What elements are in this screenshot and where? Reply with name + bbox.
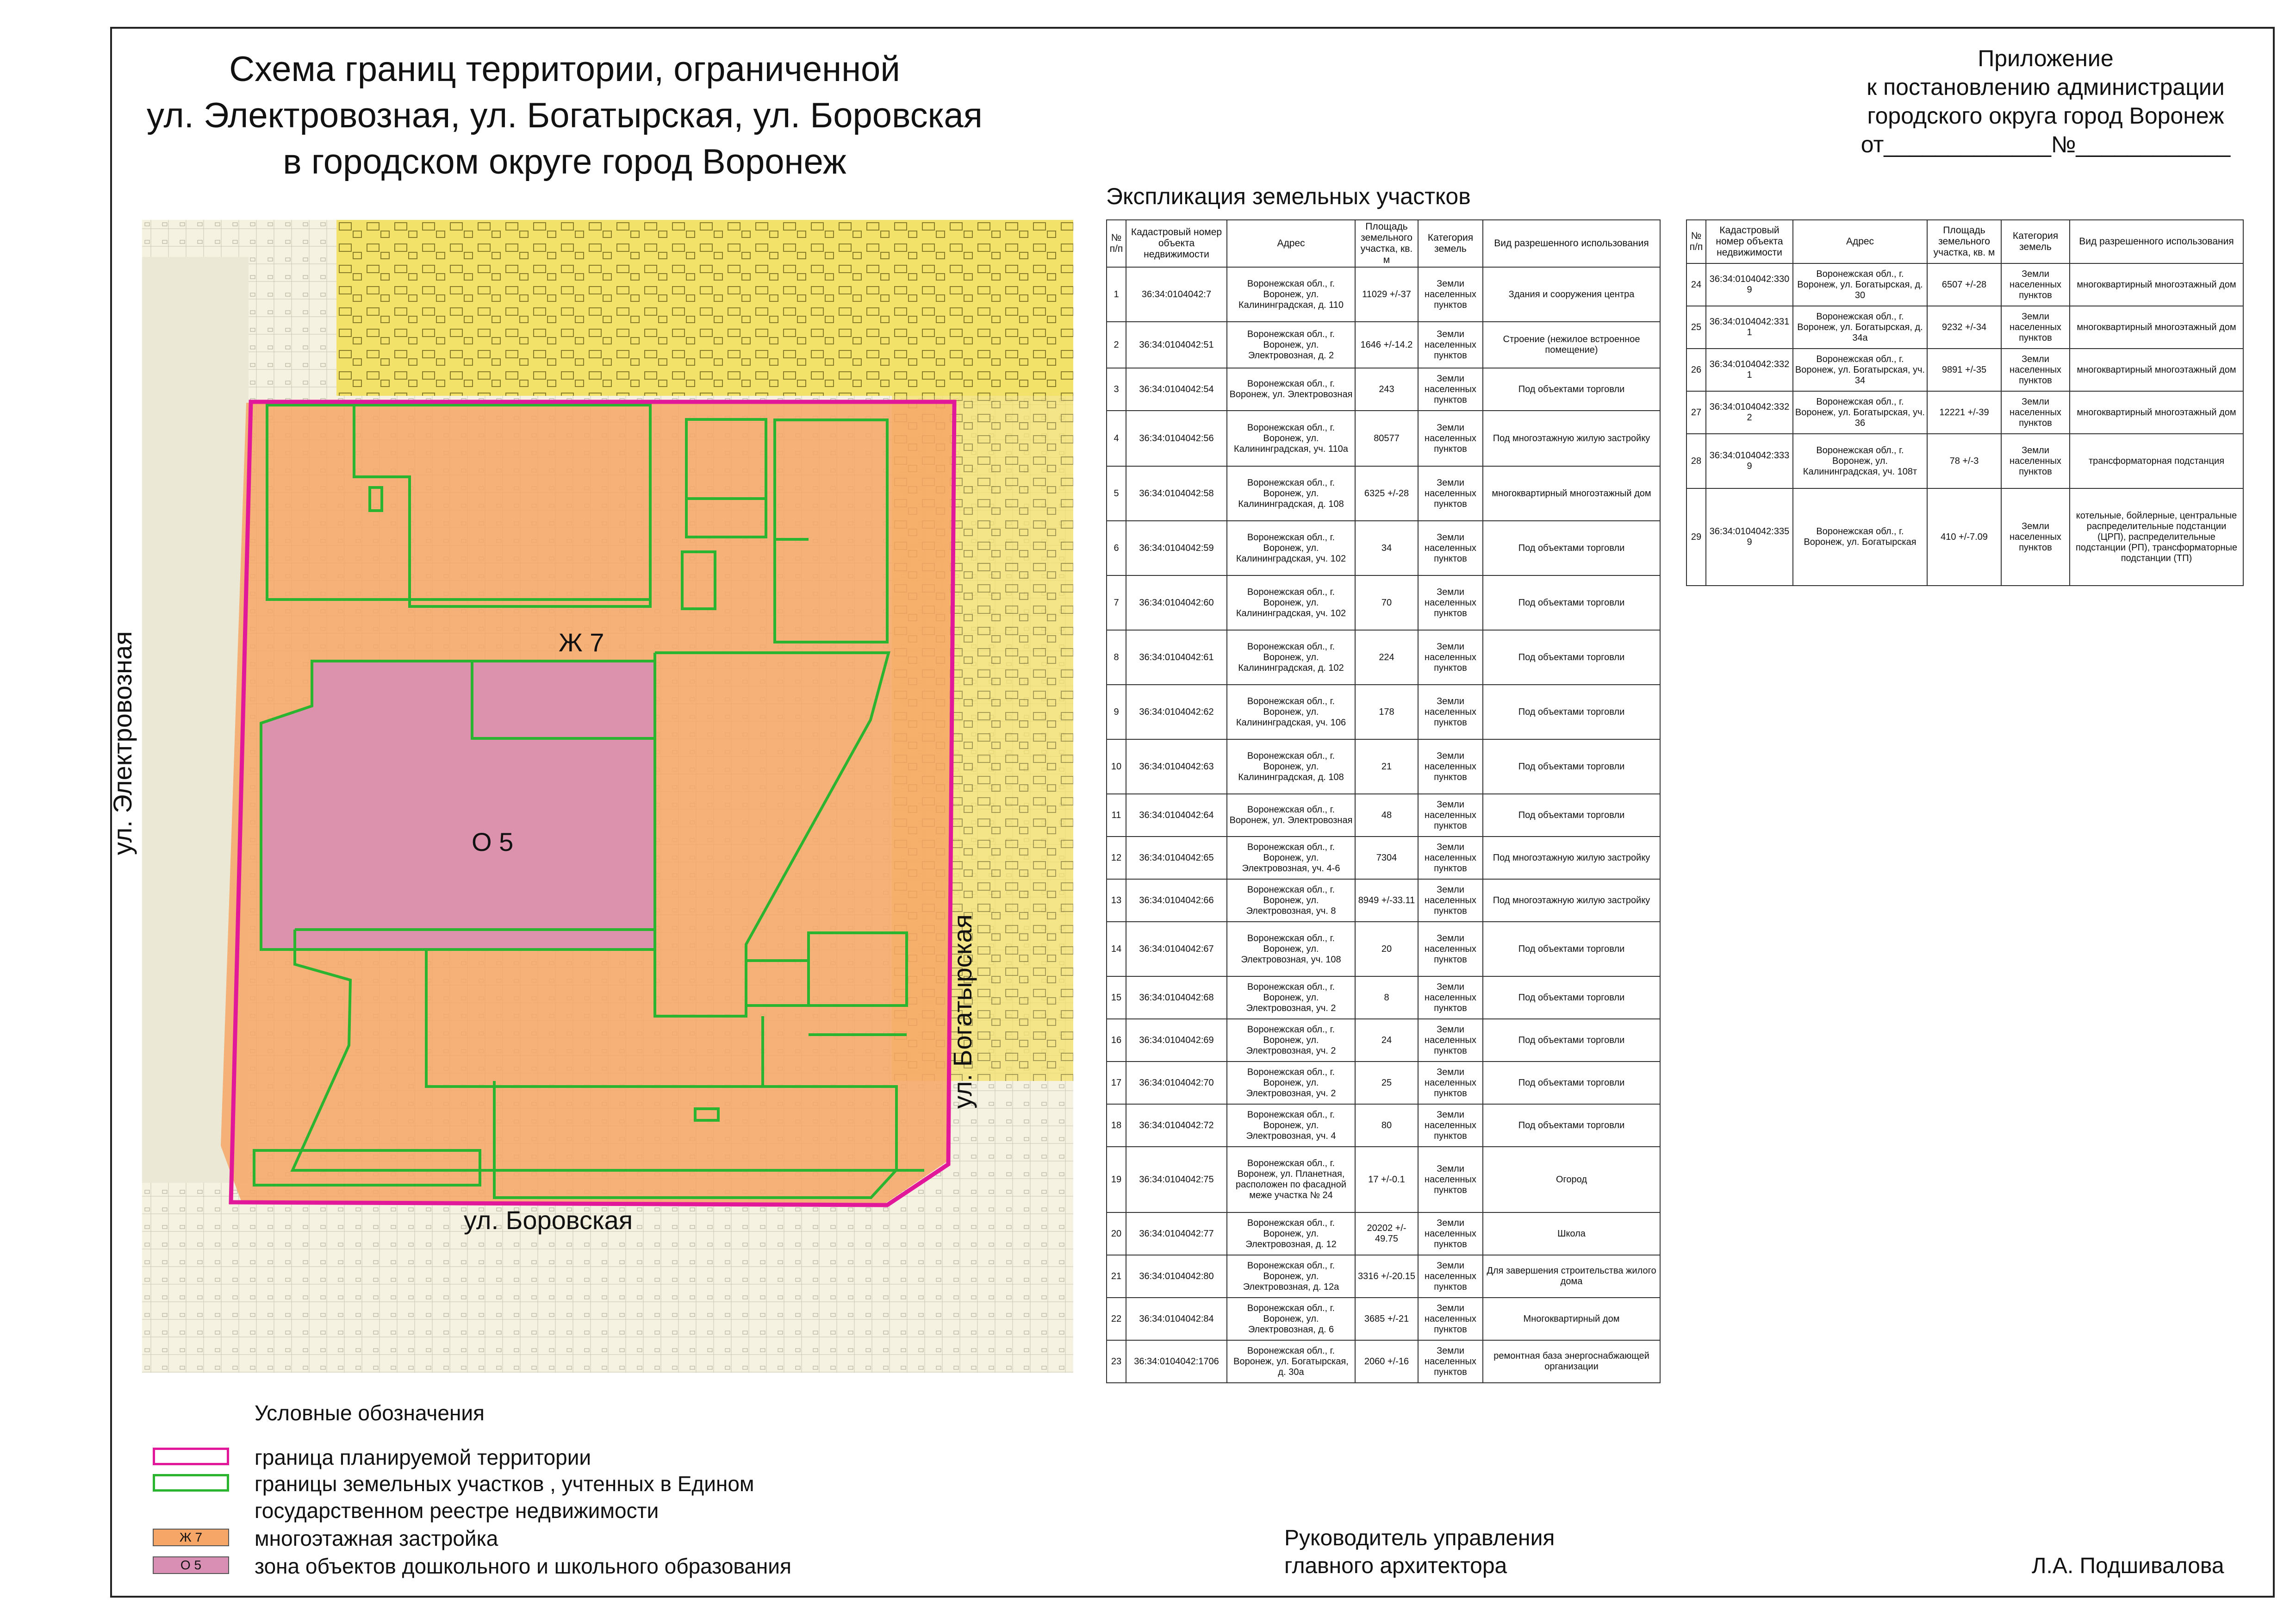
cell-area: 178 bbox=[1355, 685, 1418, 739]
cell-cad: 36:34:0104042:62 bbox=[1126, 685, 1227, 739]
cell-addr: Воронежская обл., г. Воронеж, ул. Электровозная bbox=[1227, 794, 1355, 837]
cell-cad: 36:34:0104042:3322 bbox=[1706, 391, 1793, 434]
table-row bbox=[1107, 976, 1660, 1019]
page-title: Схема границ территории, ограниченной ул. Электровозная, ул. Богатырская, ул. Боровская в городском округе город Воронеж bbox=[147, 50, 983, 181]
cell-cad: 36:34:0104042:60 bbox=[1126, 575, 1227, 630]
cell-addr: Воронежская обл., г. Воронеж, ул. Богатырская, д. 30а bbox=[1227, 1340, 1355, 1383]
cell-cad: 36:34:0104042:3309 bbox=[1706, 263, 1793, 306]
cell-use: Здания и сооружения центра bbox=[1483, 267, 1660, 322]
cell-cad: 36:34:0104042:3321 bbox=[1706, 349, 1793, 391]
cell-cat: Земли населенных пунктов bbox=[1418, 322, 1483, 368]
legend-swatch-boundary bbox=[153, 1448, 229, 1465]
cell-area: 6325 +/-28 bbox=[1355, 466, 1418, 521]
cell-cat: Земли населенных пунктов bbox=[1418, 630, 1483, 685]
cell-use: Под объектами торговли bbox=[1483, 368, 1660, 411]
cell-cad: 36:34:0104042:3359 bbox=[1706, 488, 1793, 586]
cell-use: Под объектами торговли bbox=[1483, 922, 1660, 976]
cell-addr: Воронежская обл., г. Воронеж, ул. Электровозная bbox=[1227, 368, 1355, 411]
signature-position-line1: Руководитель управления bbox=[1284, 1526, 1555, 1550]
cell-area: 243 bbox=[1355, 368, 1418, 411]
table-row bbox=[1107, 1212, 1660, 1255]
cell-use: Под многоэтажную жилую застройку bbox=[1483, 411, 1660, 466]
cell-cad: 36:34:0104042:77 bbox=[1126, 1212, 1227, 1255]
col-header: Кадастровый номер объекта недвижимости bbox=[1706, 220, 1793, 263]
explication-table-right bbox=[1686, 219, 2244, 586]
cell-use: Огород bbox=[1483, 1147, 1660, 1212]
legend-swatch-zh7: Ж 7 bbox=[153, 1529, 229, 1546]
cell-area: 34 bbox=[1355, 521, 1418, 575]
cell-area: 11029 +/-37 bbox=[1355, 267, 1418, 322]
cell-use: Под объектами торговли bbox=[1483, 575, 1660, 630]
cell-n: 5 bbox=[1107, 466, 1126, 521]
col-header: Площадь земельного участка, кв. м bbox=[1355, 220, 1418, 267]
table-row bbox=[1107, 521, 1660, 575]
col-header: Вид разрешенного использования bbox=[2070, 220, 2243, 263]
cell-n: 6 bbox=[1107, 521, 1126, 575]
table-row bbox=[1686, 434, 2243, 488]
cell-n: 15 bbox=[1107, 976, 1126, 1019]
cell-area: 2060 +/-16 bbox=[1355, 1340, 1418, 1383]
cell-addr: Воронежская обл., г. Воронеж, ул. Калининградская, д. 108 bbox=[1227, 739, 1355, 794]
cell-area: 224 bbox=[1355, 630, 1418, 685]
cell-area: 12221 +/-39 bbox=[1927, 391, 2001, 434]
table-row bbox=[1107, 1019, 1660, 1062]
cell-n: 3 bbox=[1107, 368, 1126, 411]
cell-area: 9891 +/-35 bbox=[1927, 349, 2001, 391]
cell-use: Под объектами торговли bbox=[1483, 521, 1660, 575]
table-row bbox=[1107, 466, 1660, 521]
cell-use: многоквартирный многоэтажный дом bbox=[2070, 263, 2243, 306]
cell-cat: Земли населенных пунктов bbox=[1418, 1147, 1483, 1212]
cell-n: 13 bbox=[1107, 879, 1126, 922]
cell-cat: Земли населенных пунктов bbox=[1418, 685, 1483, 739]
territory-map: Ж 7 О 5 ул. Электровозная ул. Богатырская ул. Боровская bbox=[142, 220, 1073, 1373]
cell-use: трансформаторная подстанция bbox=[2070, 434, 2243, 488]
table-row bbox=[1107, 685, 1660, 739]
cell-area: 20 bbox=[1355, 922, 1418, 976]
cell-n: 2 bbox=[1107, 322, 1126, 368]
cell-cat: Земли населенных пунктов bbox=[1418, 466, 1483, 521]
table-row bbox=[1107, 368, 1660, 411]
table-header-row bbox=[1107, 220, 1660, 267]
cell-cad: 36:34:0104042:59 bbox=[1126, 521, 1227, 575]
cell-addr: Воронежская обл., г. Воронеж, ул. Калининградская, уч. 106 bbox=[1227, 685, 1355, 739]
cell-area: 80577 bbox=[1355, 411, 1418, 466]
cell-cat: Земли населенных пунктов bbox=[1418, 521, 1483, 575]
explication-table-left bbox=[1106, 219, 1661, 1383]
cell-addr: Воронежская обл., г. Воронеж, ул. Богатырская bbox=[1793, 488, 1927, 586]
col-header: Вид разрешенного использования bbox=[1483, 220, 1660, 267]
cell-addr: Воронежская обл., г. Воронеж, ул. Электровозная, уч. 2 bbox=[1227, 976, 1355, 1019]
cell-use: многоквартирный многоэтажный дом bbox=[2070, 391, 2243, 434]
table-row bbox=[1107, 411, 1660, 466]
cell-n: 18 bbox=[1107, 1104, 1126, 1147]
zone-zh7-label: Ж 7 bbox=[559, 628, 604, 657]
cell-cad: 36:34:0104042:3339 bbox=[1706, 434, 1793, 488]
table-row bbox=[1107, 630, 1660, 685]
table-row bbox=[1686, 488, 2243, 586]
table-row bbox=[1686, 349, 2243, 391]
cell-cat: Земли населенных пунктов bbox=[1418, 1340, 1483, 1383]
cell-n: 9 bbox=[1107, 685, 1126, 739]
cell-cad: 36:34:0104042:51 bbox=[1126, 322, 1227, 368]
cell-cad: 36:34:0104042:72 bbox=[1126, 1104, 1227, 1147]
cell-cad: 36:34:0104042:63 bbox=[1126, 739, 1227, 794]
cell-n: 24 bbox=[1686, 263, 1706, 306]
cell-area: 1646 +/-14.2 bbox=[1355, 322, 1418, 368]
cell-cat: Земли населенных пунктов bbox=[2001, 263, 2070, 306]
cell-cad: 36:34:0104042:61 bbox=[1126, 630, 1227, 685]
col-header: № п/п bbox=[1686, 220, 1706, 263]
table-row bbox=[1686, 391, 2243, 434]
table-row bbox=[1107, 837, 1660, 879]
cell-addr: Воронежская обл., г. Воронеж, ул. Калининградская, д. 102 bbox=[1227, 630, 1355, 685]
table-row bbox=[1107, 1062, 1660, 1104]
cell-addr: Воронежская обл., г. Воронеж, ул. Электровозная, уч. 4 bbox=[1227, 1104, 1355, 1147]
col-header: Адрес bbox=[1793, 220, 1927, 263]
cell-use: Под объектами торговли bbox=[1483, 739, 1660, 794]
cell-cad: 36:34:0104042:3311 bbox=[1706, 306, 1793, 349]
cell-use: Строение (нежилое встроенное помещение) bbox=[1483, 322, 1660, 368]
col-header: № п/п bbox=[1107, 220, 1126, 267]
cell-cad: 36:34:0104042:70 bbox=[1126, 1062, 1227, 1104]
cell-addr: Воронежская обл., г. Воронеж, ул. Электровозная, д. 2 bbox=[1227, 322, 1355, 368]
cell-cad: 36:34:0104042:65 bbox=[1126, 837, 1227, 879]
cell-use: Под объектами торговли bbox=[1483, 976, 1660, 1019]
cell-n: 19 bbox=[1107, 1147, 1126, 1212]
cell-cat: Земли населенных пунктов bbox=[1418, 267, 1483, 322]
col-header: Кадастровый номер объекта недвижимости bbox=[1126, 220, 1227, 267]
cell-area: 20202 +/- 49.75 bbox=[1355, 1212, 1418, 1255]
cell-use: Многоквартирный дом bbox=[1483, 1298, 1660, 1340]
cell-use: Под многоэтажную жилую застройку bbox=[1483, 879, 1660, 922]
cell-addr: Воронежская обл., г. Воронеж, ул. Электровозная, уч. 4-6 bbox=[1227, 837, 1355, 879]
cell-area: 8949 +/-33.11 bbox=[1355, 879, 1418, 922]
cell-cat: Земли населенных пунктов bbox=[1418, 976, 1483, 1019]
cell-n: 25 bbox=[1686, 306, 1706, 349]
cell-area: 3685 +/-21 bbox=[1355, 1298, 1418, 1340]
appendix-note: Приложение к постановлению администрации городского округа город Воронеж от_____________№____________ bbox=[1860, 45, 2231, 157]
cell-n: 14 bbox=[1107, 922, 1126, 976]
cell-addr: Воронежская обл., г. Воронеж, ул. Богатырская, д. 30 bbox=[1793, 263, 1927, 306]
cell-area: 48 bbox=[1355, 794, 1418, 837]
cell-n: 7 bbox=[1107, 575, 1126, 630]
cell-area: 70 bbox=[1355, 575, 1418, 630]
cell-cat: Земли населенных пунктов bbox=[1418, 1255, 1483, 1298]
cell-area: 17 +/-0.1 bbox=[1355, 1147, 1418, 1212]
cell-use: Под многоэтажную жилую застройку bbox=[1483, 837, 1660, 879]
cell-area: 25 bbox=[1355, 1062, 1418, 1104]
cell-addr: Воронежская обл., г. Воронеж, ул. Богатырская, уч. 34 bbox=[1793, 349, 1927, 391]
cell-cad: 36:34:0104042:64 bbox=[1126, 794, 1227, 837]
table-body-right bbox=[1686, 263, 2243, 586]
cell-addr: Воронежская обл., г. Воронеж, ул. Электровозная, д. 12 bbox=[1227, 1212, 1355, 1255]
cell-area: 6507 +/-28 bbox=[1927, 263, 2001, 306]
legend-swatch-parcels bbox=[153, 1474, 229, 1492]
cell-addr: Воронежская обл., г. Воронеж, ул. Электровозная, уч. 108 bbox=[1227, 922, 1355, 976]
cell-n: 11 bbox=[1107, 794, 1126, 837]
cell-cat: Земли населенных пунктов bbox=[2001, 434, 2070, 488]
signature-name: Л.А. Подшивалова bbox=[2032, 1554, 2224, 1578]
cell-addr: Воронежская обл., г. Воронеж, ул. Электровозная, уч. 2 bbox=[1227, 1062, 1355, 1104]
cell-cat: Земли населенных пунктов bbox=[1418, 368, 1483, 411]
cell-cad: 36:34:0104042:54 bbox=[1126, 368, 1227, 411]
cell-cad: 36:34:0104042:80 bbox=[1126, 1255, 1227, 1298]
cell-cad: 36:34:0104042:68 bbox=[1126, 976, 1227, 1019]
cell-n: 26 bbox=[1686, 349, 1706, 391]
cell-area: 80 bbox=[1355, 1104, 1418, 1147]
cell-addr: Воронежская обл., г. Воронеж, ул. Электровозная, д. 6 bbox=[1227, 1298, 1355, 1340]
legend-swatch-o5: О 5 bbox=[153, 1556, 229, 1574]
cell-addr: Воронежская обл., г. Воронеж, ул. Калининградская, уч. 110а bbox=[1227, 411, 1355, 466]
private-housing-area bbox=[336, 220, 1073, 396]
cell-addr: Воронежская обл., г. Воронеж, ул. Калининградская, д. 108 bbox=[1227, 466, 1355, 521]
cell-n: 21 bbox=[1107, 1255, 1126, 1298]
cell-addr: Воронежская обл., г. Воронеж, ул. Электровозная, уч. 2 bbox=[1227, 1019, 1355, 1062]
cell-cat: Земли населенных пунктов bbox=[2001, 306, 2070, 349]
table-row bbox=[1107, 879, 1660, 922]
cell-cat: Земли населенных пунктов bbox=[1418, 1019, 1483, 1062]
cell-use: многоквартирный многоэтажный дом bbox=[1483, 466, 1660, 521]
cell-cat: Земли населенных пунктов bbox=[1418, 1298, 1483, 1340]
cell-use: котельные, бойлерные, центральные распределительные подстанции (ЦРП), распределительные подстанции (РП), трансформаторные подстанции (ТП) bbox=[2070, 488, 2243, 586]
cell-n: 23 bbox=[1107, 1340, 1126, 1383]
table-row bbox=[1107, 794, 1660, 837]
table-row bbox=[1686, 263, 2243, 306]
col-header: Категория земель bbox=[2001, 220, 2070, 263]
cell-use: Под объектами торговли bbox=[1483, 1019, 1660, 1062]
cell-cad: 36:34:0104042:69 bbox=[1126, 1019, 1227, 1062]
table-row bbox=[1107, 1147, 1660, 1212]
cell-area: 8 bbox=[1355, 976, 1418, 1019]
street-electrovoznaya-label: ул. Электровозная bbox=[108, 631, 137, 855]
cell-n: 22 bbox=[1107, 1298, 1126, 1340]
cell-n: 8 bbox=[1107, 630, 1126, 685]
cell-cat: Земли населенных пунктов bbox=[1418, 794, 1483, 837]
zone-o5-fill bbox=[261, 661, 655, 949]
cell-cat: Земли населенных пунктов bbox=[2001, 488, 2070, 586]
cell-use: многоквартирный многоэтажный дом bbox=[2070, 306, 2243, 349]
table-row bbox=[1107, 1340, 1660, 1383]
table-row bbox=[1107, 575, 1660, 630]
cell-cat: Земли населенных пунктов bbox=[1418, 879, 1483, 922]
table-row bbox=[1107, 1255, 1660, 1298]
cell-n: 20 bbox=[1107, 1212, 1126, 1255]
cell-area: 24 bbox=[1355, 1019, 1418, 1062]
signature-position-line2: главного архитектора bbox=[1284, 1554, 1507, 1578]
cell-cat: Земли населенных пунктов bbox=[1418, 837, 1483, 879]
explication-title: Экспликация земельных участков bbox=[1106, 183, 1471, 209]
cell-use: Под объектами торговли bbox=[1483, 1104, 1660, 1147]
cell-area: 9232 +/-34 bbox=[1927, 306, 2001, 349]
table-row bbox=[1107, 322, 1660, 368]
cell-n: 16 bbox=[1107, 1019, 1126, 1062]
col-header: Категория земель bbox=[1418, 220, 1483, 267]
cell-addr: Воронежская обл., г. Воронеж, ул. Калининградская, уч. 108т bbox=[1793, 434, 1927, 488]
cell-addr: Воронежская обл., г. Воронеж, ул. Богатырская, уч. 36 bbox=[1793, 391, 1927, 434]
cell-area: 21 bbox=[1355, 739, 1418, 794]
cell-cad: 36:34:0104042:67 bbox=[1126, 922, 1227, 976]
cell-addr: Воронежская обл., г. Воронеж, ул. Богатырская, д. 34а bbox=[1793, 306, 1927, 349]
cell-cat: Земли населенных пунктов bbox=[1418, 1212, 1483, 1255]
cell-cad: 36:34:0104042:56 bbox=[1126, 411, 1227, 466]
table-row bbox=[1107, 739, 1660, 794]
table-header-row bbox=[1686, 220, 2243, 263]
map-drawing bbox=[142, 220, 1073, 1373]
cell-area: 3316 +/-20.15 bbox=[1355, 1255, 1418, 1298]
cell-use: Под объектами торговли bbox=[1483, 685, 1660, 739]
cell-n: 29 bbox=[1686, 488, 1706, 586]
cell-area: 78 +/-3 bbox=[1927, 434, 2001, 488]
cell-cad: 36:34:0104042:66 bbox=[1126, 879, 1227, 922]
cell-cat: Земли населенных пунктов bbox=[1418, 411, 1483, 466]
cell-use: Под объектами торговли bbox=[1483, 794, 1660, 837]
cell-addr: Воронежская обл., г. Воронеж, ул. Калининградская, уч. 102 bbox=[1227, 521, 1355, 575]
cell-use: Под объектами торговли bbox=[1483, 630, 1660, 685]
cell-cad: 36:34:0104042:75 bbox=[1126, 1147, 1227, 1212]
col-header: Площадь земельного участка, кв. м bbox=[1927, 220, 2001, 263]
cell-cat: Земли населенных пунктов bbox=[1418, 575, 1483, 630]
cell-cat: Земли населенных пунктов bbox=[1418, 739, 1483, 794]
table-row bbox=[1107, 922, 1660, 976]
cell-use: ремонтная база энергоснабжающей организации bbox=[1483, 1340, 1660, 1383]
cell-cat: Земли населенных пунктов bbox=[2001, 391, 2070, 434]
table-row bbox=[1686, 306, 2243, 349]
cell-use: Школа bbox=[1483, 1212, 1660, 1255]
cell-cat: Земли населенных пунктов bbox=[2001, 349, 2070, 391]
table-row bbox=[1107, 1298, 1660, 1340]
cell-addr: Воронежская обл., г. Воронеж, ул. Калининградская, уч. 102 bbox=[1227, 575, 1355, 630]
cell-cat: Земли населенных пунктов bbox=[1418, 1062, 1483, 1104]
cell-cad: 36:34:0104042:7 bbox=[1126, 267, 1227, 322]
table-row bbox=[1107, 1104, 1660, 1147]
cell-n: 10 bbox=[1107, 739, 1126, 794]
street-borovskaya-label: ул. Боровская bbox=[464, 1206, 633, 1235]
cell-n: 28 bbox=[1686, 434, 1706, 488]
cell-area: 7304 bbox=[1355, 837, 1418, 879]
cell-addr: Воронежская обл., г. Воронеж, ул. Электровозная, уч. 8 bbox=[1227, 879, 1355, 922]
cell-use: Для завершения строительства жилого дома bbox=[1483, 1255, 1660, 1298]
cell-n: 1 bbox=[1107, 267, 1126, 322]
cell-addr: Воронежская обл., г. Воронеж, ул. Калининградская, д. 110 bbox=[1227, 267, 1355, 322]
zone-o5-label: О 5 bbox=[472, 827, 514, 856]
cell-use: Под объектами торговли bbox=[1483, 1062, 1660, 1104]
cell-use: многоквартирный многоэтажный дом bbox=[2070, 349, 2243, 391]
cell-n: 4 bbox=[1107, 411, 1126, 466]
col-header: Адрес bbox=[1227, 220, 1355, 267]
cell-area: 410 +/-7.09 bbox=[1927, 488, 2001, 586]
cell-addr: Воронежская обл., г. Воронеж, ул. Электровозная, д. 12а bbox=[1227, 1255, 1355, 1298]
legend-title: Условные обозначения bbox=[255, 1401, 485, 1425]
cell-cat: Земли населенных пунктов bbox=[1418, 1104, 1483, 1147]
table-row bbox=[1107, 267, 1660, 322]
table-body-left bbox=[1107, 267, 1660, 1383]
cell-addr: Воронежская обл., г. Воронеж, ул. Планетная, расположен по фасадной меже участка № 24 bbox=[1227, 1147, 1355, 1212]
cell-cat: Земли населенных пунктов bbox=[1418, 922, 1483, 976]
cell-cad: 36:34:0104042:84 bbox=[1126, 1298, 1227, 1340]
cell-n: 12 bbox=[1107, 837, 1126, 879]
cell-cad: 36:34:0104042:58 bbox=[1126, 466, 1227, 521]
cell-n: 27 bbox=[1686, 391, 1706, 434]
cell-n: 17 bbox=[1107, 1062, 1126, 1104]
cell-cad: 36:34:0104042:1706 bbox=[1126, 1340, 1227, 1383]
